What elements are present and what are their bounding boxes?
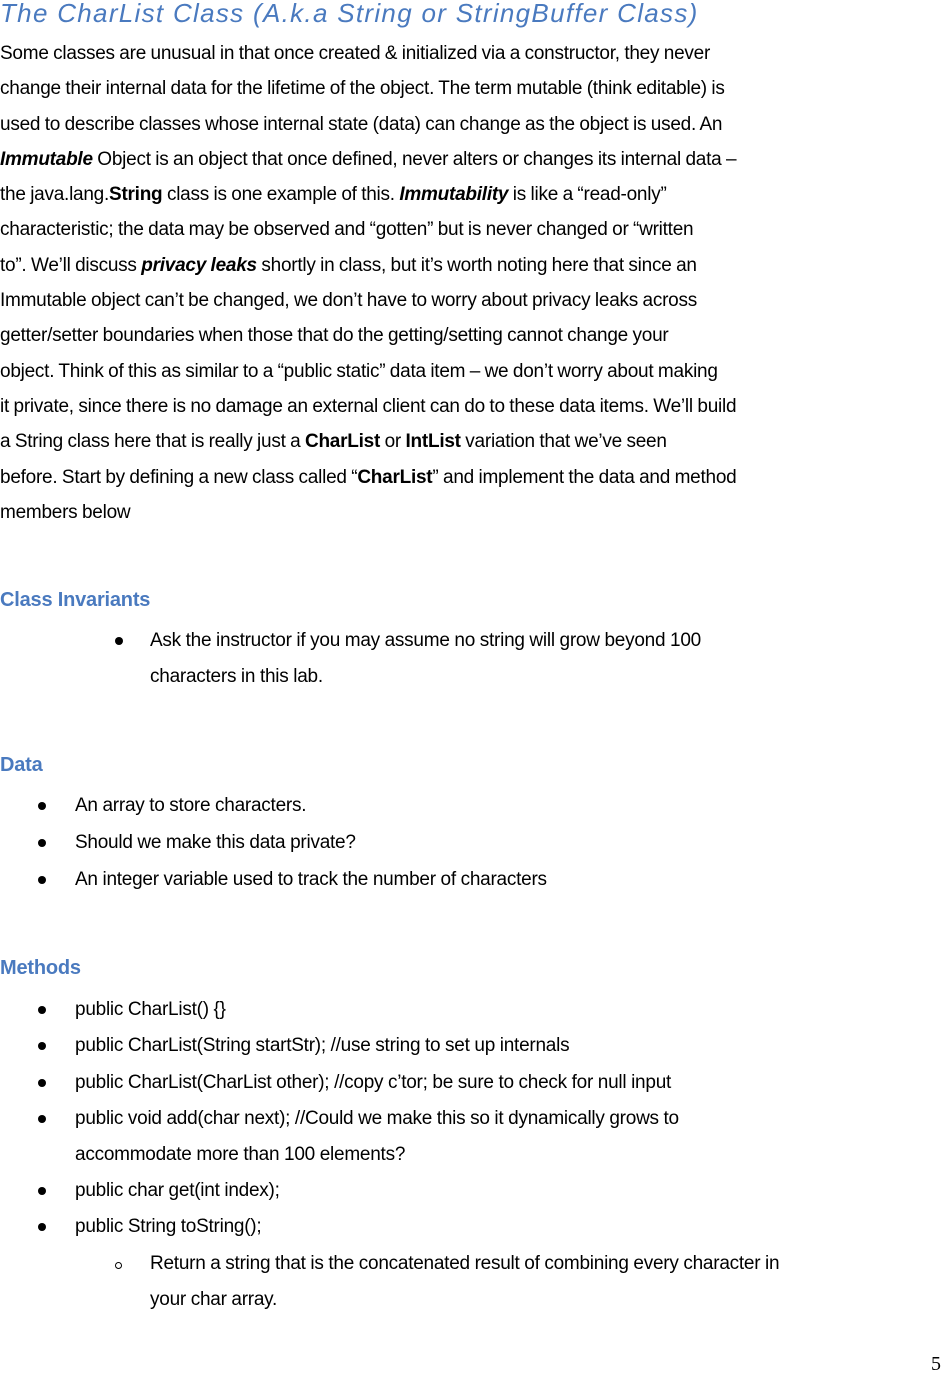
bullet-icon <box>38 1223 46 1231</box>
list-item-invariant-continued: characters in this lab. <box>150 666 323 687</box>
list-item-method: public CharList() {} <box>75 992 226 1027</box>
text-run: class is one example of this. <box>162 184 400 206</box>
list-item-method: public char get(int index); <box>75 1173 280 1208</box>
page-number: 5 <box>931 1353 941 1375</box>
text-run: a String class here that is really just a <box>0 431 305 453</box>
heading-data: Data <box>0 754 43 776</box>
text-run: members below <box>0 501 131 523</box>
bullet-icon <box>38 1079 46 1087</box>
text-run: Object is an object that once defined, never alters or changes its internal data – <box>92 148 737 170</box>
text-run: characteristic; the data may be observed and “gotten” but is never changed or “written <box>0 219 694 241</box>
text-run: it private, since there is no damage an external client can do to these data items. We’ll build <box>0 395 737 417</box>
list-item-method: public CharList(CharList other); //copy c’tor; be sure to check for null input <box>75 1065 671 1100</box>
intro-line <box>0 424 945 459</box>
bullet-icon <box>38 876 46 884</box>
bullet-icon <box>115 637 123 645</box>
intro-line <box>0 142 945 177</box>
intro-paragraph <box>0 36 945 530</box>
intro-line <box>0 354 945 389</box>
bullet-icon <box>38 1115 46 1123</box>
intro-line <box>0 36 945 71</box>
list-item-method-continued: accommodate more than 100 elements? <box>75 1144 406 1165</box>
intro-line <box>0 71 945 106</box>
hollow-bullet-icon <box>115 1262 122 1269</box>
list-item-data: An integer variable used to track the number of characters <box>75 862 547 897</box>
text-run: or <box>380 431 406 453</box>
emphasis-text: Immutable <box>0 148 93 170</box>
list-item-data: Should we make this data private? <box>75 825 356 860</box>
intro-line <box>0 177 945 212</box>
list-item-method: public CharList(String startStr); //use string to set up internals <box>75 1028 569 1063</box>
bullet-icon <box>38 839 46 847</box>
list-item-method: public String toString(); <box>75 1209 261 1244</box>
text-run: ” and implement the data and method <box>432 466 737 488</box>
text-run: used to describe classes whose internal state (data) can change as the object is used. An <box>0 113 723 135</box>
text-run: Some classes are unusual in that once created & initialized via a constructor, they never <box>0 43 711 64</box>
text-run: is like a “read-only” <box>508 184 667 206</box>
text-run: Immutable object can’t be changed, we don’t have to worry about privacy leaks across <box>0 290 697 312</box>
text-run: variation that we’ve seen <box>460 431 667 453</box>
list-item-invariant: Ask the instructor if you may assume no string will grow beyond 100 <box>150 623 701 658</box>
text-run: to”. We’ll discuss <box>0 254 142 276</box>
intro-line <box>0 495 945 530</box>
list-item-data: An array to store characters. <box>75 788 306 823</box>
text-run: getter/setter boundaries when those that do the getting/setting cannot change your <box>0 325 669 347</box>
intro-line <box>0 389 945 424</box>
list-item-method: public void add(char next); //Could we make this so it dynamically grows to <box>75 1101 679 1136</box>
emphasis-text: CharList <box>357 466 433 488</box>
emphasis-text: CharList <box>304 431 381 453</box>
emphasis-text: Immutability <box>399 184 509 206</box>
bullet-icon <box>38 1187 46 1195</box>
bullet-icon <box>38 1006 46 1014</box>
emphasis-text: String <box>109 184 163 206</box>
text-run: the java.lang. <box>0 184 110 206</box>
text-run: object. Think of this as similar to a “public static” data item – we don’t worry about making <box>0 360 718 382</box>
emphasis-text: privacy leaks <box>141 254 257 276</box>
intro-line <box>0 212 945 247</box>
text-run: shortly in class, but it’s worth noting here that since an <box>256 254 697 276</box>
bullet-icon <box>38 802 46 810</box>
emphasis-text: IntList <box>405 431 461 453</box>
sub-list-item: Return a string that is the concatenated result of combining every character in <box>150 1246 779 1281</box>
document-title: The CharList Class (A.k.a String or StringBuffer Class) <box>0 0 699 28</box>
heading-class-invariants: Class Invariants <box>0 589 151 611</box>
bullet-icon <box>38 1042 46 1050</box>
text-run: before. Start by defining a new class called “ <box>0 466 358 488</box>
sub-list-item-continued: your char array. <box>150 1289 278 1310</box>
intro-line <box>0 248 945 283</box>
text-run: change their internal data for the lifetime of the object. The term mutable (think editable) is <box>0 78 725 100</box>
heading-methods: Methods <box>0 957 81 979</box>
intro-line <box>0 107 945 142</box>
intro-line <box>0 460 945 495</box>
intro-line <box>0 283 945 318</box>
intro-line <box>0 318 945 353</box>
